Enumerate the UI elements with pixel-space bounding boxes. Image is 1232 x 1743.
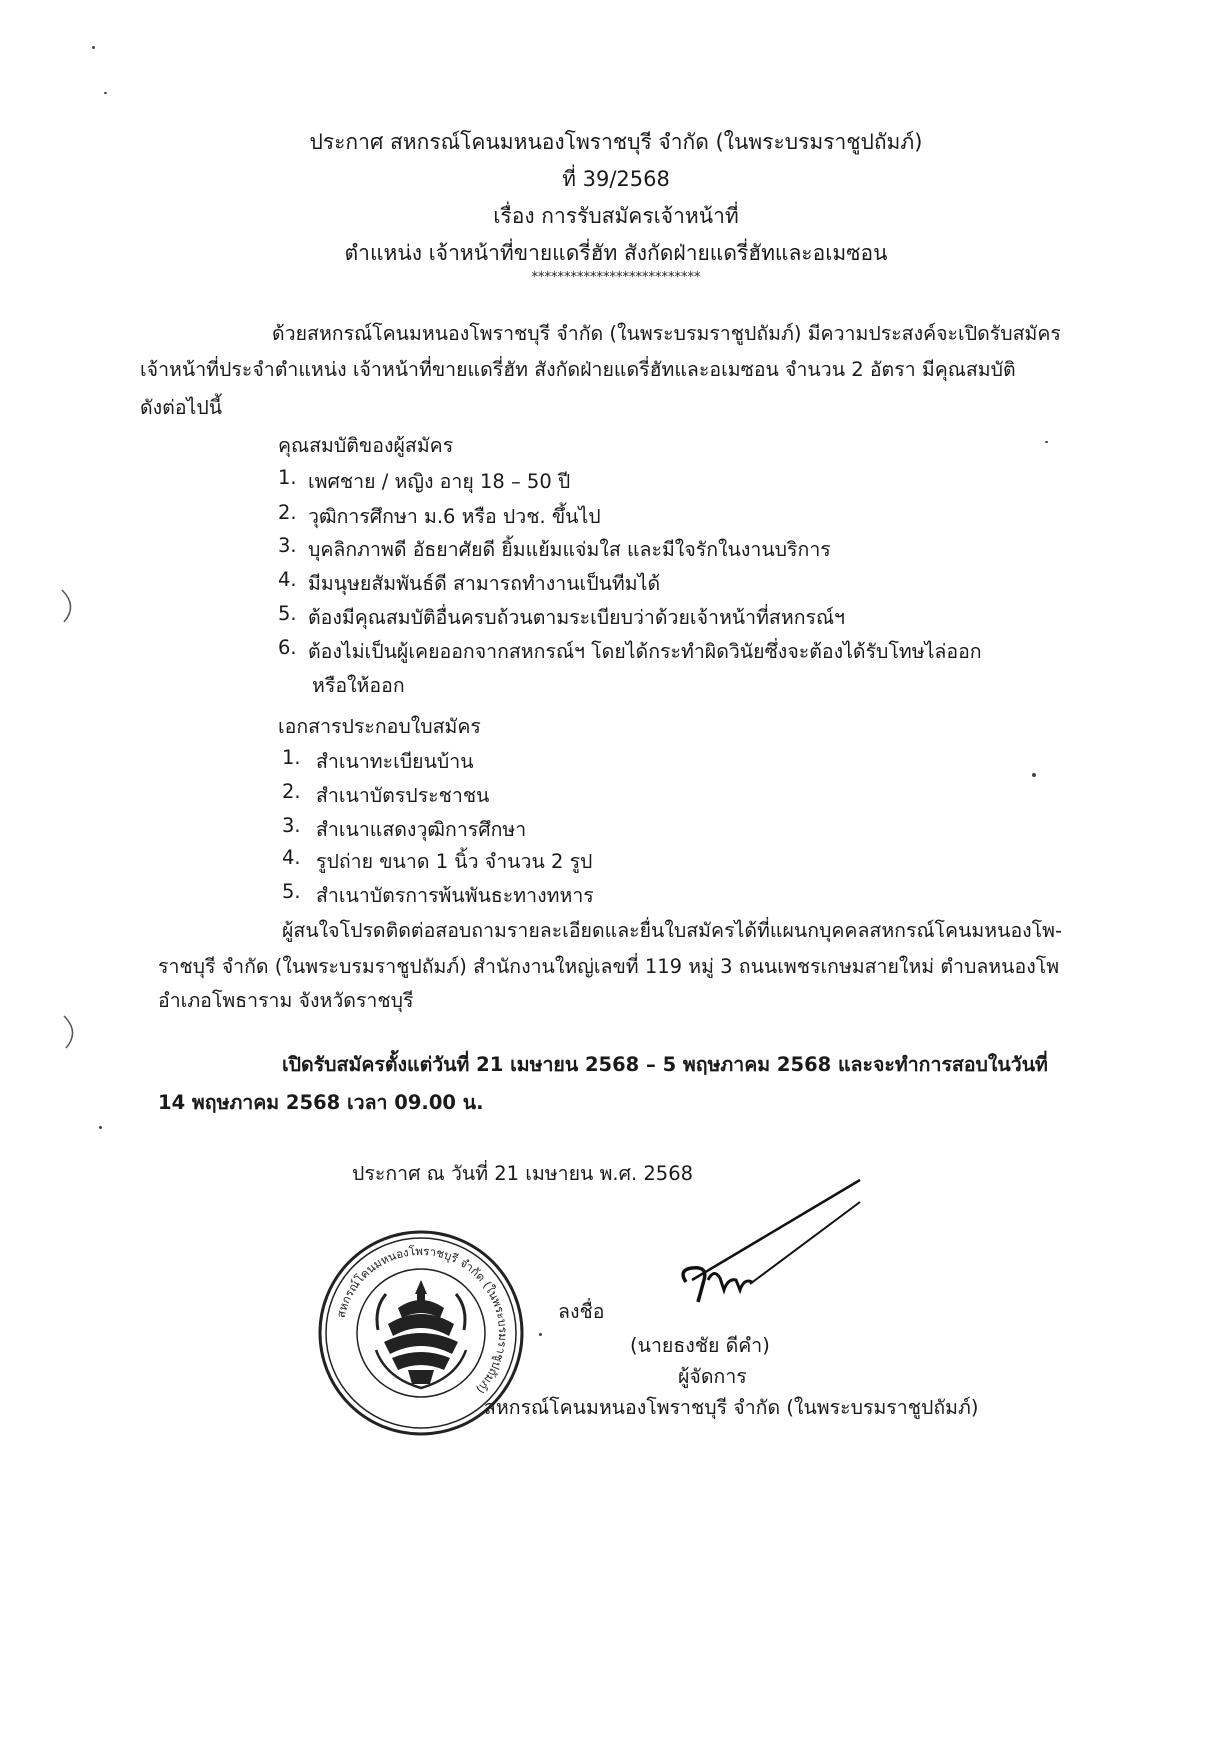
qualifications-heading: คุณสมบัติของผู้สมัคร xyxy=(278,434,454,457)
intro-line-2: เจ้าหน้าที่ประจำตำแหน่ง เจ้าหน้าที่ขายแดรี่ฮัท สังกัดฝ่ายแดรี่ฮัทและอเมซอน จำนวน 2 อัตรา มีคุณสมบัติ xyxy=(140,358,1016,381)
separator: ************************** xyxy=(531,270,701,285)
intro-line-1: ด้วยสหกรณ์โคนมหนองโพราชบุรี จำกัด (ในพระบรมราชูปถัมภ์) มีความประสงค์จะเปิดรับสมัคร xyxy=(272,322,1061,345)
signature-graphic xyxy=(664,1172,874,1322)
signature xyxy=(664,1172,874,1322)
qualification-text: ต้องไม่เป็นผู้เคยออกจากสหกรณ์ฯ โดยได้กระทำผิดวินัยซึ่งจะต้องได้รับโทษไล่ออก xyxy=(308,640,982,663)
qualification-text: ต้องมีคุณสมบัติอื่นครบถ้วนตามระเบียบว่าด้วยเจ้าหน้าที่สหกรณ์ฯ xyxy=(308,606,846,629)
scan-speck xyxy=(1045,441,1048,443)
announcement-date: ประกาศ ณ วันที่ 21 เมษายน พ.ศ. 2568 xyxy=(352,1162,694,1185)
signatory-name: (นายธงชัย ดีคำ) xyxy=(630,1334,770,1357)
qualification-number: 6. xyxy=(278,636,297,659)
announcement-position: ตำแหน่ง เจ้าหน้าที่ขายแดรี่ฮัท สังกัดฝ่ายแดรี่ฮัทและอเมซอน xyxy=(344,241,888,265)
intro-line-3: ดังต่อไปนี้ xyxy=(140,396,223,419)
qualification-number: 1. xyxy=(278,466,297,489)
signatory-position: ผู้จัดการ xyxy=(678,1365,747,1388)
application-period-line-1: เปิดรับสมัครตั้งแต่วันที่ 21 เมษายน 2568 – 5 พฤษภาคม 2568 และจะทำการสอบในวันที่ xyxy=(282,1053,1048,1076)
document-number: 2. xyxy=(282,780,301,803)
sign-label: ลงชื่อ xyxy=(558,1300,605,1323)
qualification-text-continued: หรือให้ออก xyxy=(312,674,405,697)
document-number: 3. xyxy=(282,814,301,837)
signatory-organization: สหกรณ์โคนมหนองโพราชบุรี จำกัด (ในพระบรมราชูปถัมภ์) xyxy=(484,1396,979,1419)
seal-ring-text: สหกรณ์โคนมหนองโพราชบุรี จำกัด (ในพระบรมราชูปถัมภ์) xyxy=(333,1243,511,1397)
scan-speck xyxy=(92,46,95,49)
document-number: 5. xyxy=(282,880,301,903)
qualification-text: วุฒิการศึกษา ม.6 หรือ ปวช. ขึ้นไป xyxy=(308,505,601,528)
document-text: สำเนาแสดงวุฒิการศึกษา xyxy=(316,818,527,841)
announcement-title: ประกาศ สหกรณ์โคนมหนองโพราชบุรี จำกัด (ในพระบรมราชูปถัมภ์) xyxy=(309,130,923,154)
contact-line-1: ผู้สนใจโปรดติดต่อสอบถามรายละเอียดและยื่นใบสมัครได้ที่แผนกบุคคลสหกรณ์โคนมหนองโพ- xyxy=(282,919,1063,942)
scan-speck xyxy=(539,1333,542,1336)
qualification-number: 4. xyxy=(278,568,297,591)
document-text: สำเนาบัตรประชาชน xyxy=(316,784,490,807)
announcement-subject: เรื่อง การรับสมัครเจ้าหน้าที่ xyxy=(493,204,739,228)
qualification-number: 3. xyxy=(278,534,297,557)
qualification-number: 2. xyxy=(278,501,297,524)
document-text: สำเนาทะเบียนบ้าน xyxy=(316,750,474,773)
documents-heading: เอกสารประกอบใบสมัคร xyxy=(278,715,481,738)
qualification-text: บุคลิกภาพดี อัธยาศัยดี ยิ้มแย้มแจ่มใส และมีใจรักในงานบริการ xyxy=(308,538,831,561)
document-number: 1. xyxy=(282,746,301,769)
contact-line-3: อำเภอโพธาราม จังหวัดราชบุรี xyxy=(158,989,414,1012)
document-text: สำเนาบัตรการพ้นพันธะทางทหาร xyxy=(316,884,594,907)
document-number: 4. xyxy=(282,846,301,869)
application-period-line-2: 14 พฤษภาคม 2568 เวลา 09.00 น. xyxy=(158,1091,484,1114)
announcement-number: ที่ 39/2568 xyxy=(562,167,670,191)
punch-hole-mark xyxy=(62,1014,82,1054)
scan-speck xyxy=(104,92,107,94)
qualification-text: มีมนุษยสัมพันธ์ดี สามารถทำงานเป็นทีมได้ xyxy=(308,572,661,595)
punch-hole-mark xyxy=(60,588,80,628)
scan-speck xyxy=(99,1126,102,1129)
qualification-number: 5. xyxy=(278,602,297,625)
qualification-text: เพศชาย / หญิง อายุ 18 – 50 ปี xyxy=(308,470,571,493)
contact-line-2: ราชบุรี จำกัด (ในพระบรมราชูปถัมภ์) สำนักงานใหญ่เลขที่ 119 หมู่ 3 ถนนเพชรเกษมสายใหม่ ตำบลหนองโพ xyxy=(158,955,1060,978)
scan-speck xyxy=(1032,773,1036,777)
document-text: รูปถ่าย ขนาด 1 นิ้ว จำนวน 2 รูป xyxy=(316,850,593,873)
